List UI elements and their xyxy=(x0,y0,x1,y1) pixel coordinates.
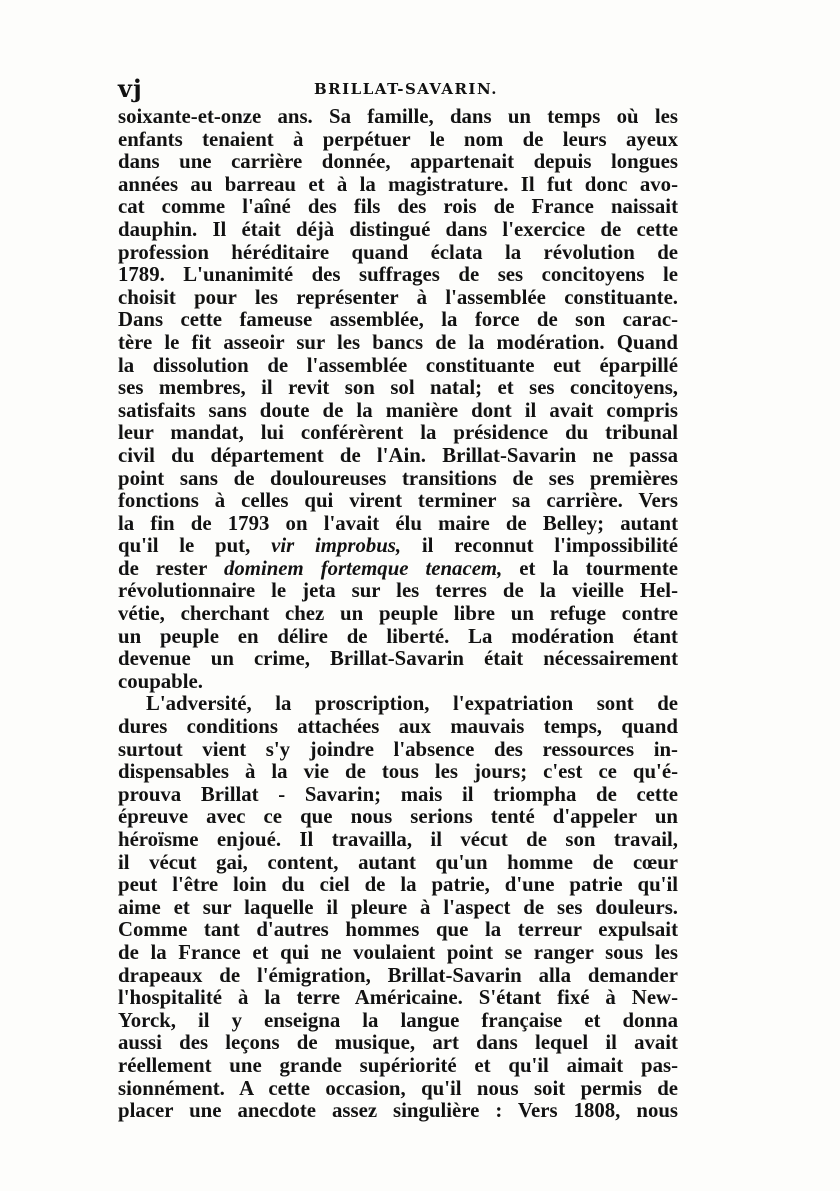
text-line: fonctions à celles qui virent terminer sa carrière. Vers xyxy=(118,490,678,513)
text-line: l'hospitalité à la terre Américaine. S'étant fixé à New- xyxy=(118,987,678,1010)
latin-phrase: dominem fortemque tenacem, xyxy=(223,557,503,580)
text-line: satisfaits sans doute de la manière dont il avait compris xyxy=(118,399,678,422)
text-line: 1789. L'unanimité des suffrages de ses concitoyens le xyxy=(118,264,678,287)
page-header xyxy=(118,74,676,104)
text-line: cat comme l'aîné des fils des rois de France naissait xyxy=(118,196,678,219)
text-line-with-italics xyxy=(118,558,678,581)
text-line: soixante-et-onze ans. Sa famille, dans un temps où les xyxy=(118,106,678,128)
running-title: BRILLAT-SAVARIN. xyxy=(314,80,498,98)
latin-phrase: vir improbus, xyxy=(271,535,402,558)
text-line: dans une carrière donnée, appartenait depuis longues xyxy=(118,151,678,174)
text-line: Yorck, il y enseigna la langue française et donna xyxy=(118,1009,678,1032)
text-line: aime et sur laquelle il pleure à l'aspect de ses douleurs. xyxy=(118,896,678,919)
text-line: la fin de 1793 on l'avait élu maire de Belley; autant xyxy=(118,512,678,535)
text-line: enfants tenaient à perpétuer le nom de leurs ayeux xyxy=(118,128,678,151)
text-line: devenue un crime, Brillat-Savarin était nécessairement xyxy=(118,648,678,671)
text-line-with-italics xyxy=(118,535,678,558)
text-segment: il reconnut l'impossibilité xyxy=(421,535,678,558)
page-number: vj xyxy=(118,74,143,103)
text-line: leur mandat, lui conférèrent la présidence du tribunal xyxy=(118,422,678,445)
text-line: aussi des leçons de musique, art dans lequel il avait xyxy=(118,1032,678,1055)
text-line: peut l'être loin du ciel de la patrie, d'une patrie qu'il xyxy=(118,874,678,897)
text-line: dauphin. Il était déjà distingué dans l'exercice de cette xyxy=(118,218,678,241)
text-line: tère le fit asseoir sur les bancs de la modération. Quand xyxy=(118,331,678,354)
text-line: la dissolution de l'assemblée constituante eut éparpillé xyxy=(118,354,678,377)
text-line: ses membres, il revit son sol natal; et ses concitoyens, xyxy=(118,377,678,400)
text-line: Comme tant d'autres hommes que la terreur expulsait xyxy=(118,919,678,942)
text-line: profession héréditaire quand éclata la révolution de xyxy=(118,241,678,264)
text-line: civil du département de l'Ain. Brillat-Savarin ne passa xyxy=(118,444,678,467)
text-line: coupable. xyxy=(118,670,203,693)
text-line: de la France et qui ne voulaient point se ranger sous les xyxy=(118,941,678,964)
text-line: un peuple en délire de liberté. La modération étant xyxy=(118,625,678,648)
text-line: épreuve avec ce que nous serions tenté d'appeler un xyxy=(118,806,678,829)
body-text xyxy=(118,106,678,1123)
text-segment: qu'il le put, xyxy=(118,535,251,558)
text-line: sionnément. A cette occasion, qu'il nous soit permis de xyxy=(118,1077,678,1100)
text-line: il vécut gai, content, autant qu'un homme de cœur xyxy=(118,851,678,874)
text-line: point sans de douloureuses transitions de ses premières xyxy=(118,467,678,490)
text-line: héroïsme enjoué. Il travailla, il vécut de son travail, xyxy=(118,829,678,851)
text-line: prouva Brillat - Savarin; mais il triompha de cette xyxy=(118,783,678,806)
text-line: L'adversité, la proscription, l'expatriation sont de xyxy=(146,693,678,716)
text-line: Dans cette fameuse assemblée, la force de son carac- xyxy=(118,309,678,332)
text-line: drapeaux de l'émigration, Brillat-Savarin alla demander xyxy=(118,964,678,987)
text-line: placer une anecdote assez singulière : Vers 1808, nous xyxy=(118,1100,678,1123)
text-line: années au barreau et à la magistrature. Il fut donc avo- xyxy=(118,173,678,196)
text-line: dispensables à la vie de tous les jours; c'est ce qu'é- xyxy=(118,761,678,784)
text-segment: et la tourmente xyxy=(519,557,678,580)
text-line: vétie, cherchant chez un peuple libre un refuge contre xyxy=(118,603,678,626)
text-line: choisit pour les représenter à l'assemblée constituante. xyxy=(118,286,678,309)
text-line: réellement une grande supériorité et qu'il aimait pas- xyxy=(118,1054,678,1077)
text-segment: de rester xyxy=(118,557,207,580)
text-line: surtout vient s'y joindre l'absence des ressources in- xyxy=(118,738,678,761)
text-line: dures conditions attachées aux mauvais temps, quand xyxy=(118,716,678,739)
text-line: révolutionnaire le jeta sur les terres de la vieille Hel- xyxy=(118,580,678,603)
